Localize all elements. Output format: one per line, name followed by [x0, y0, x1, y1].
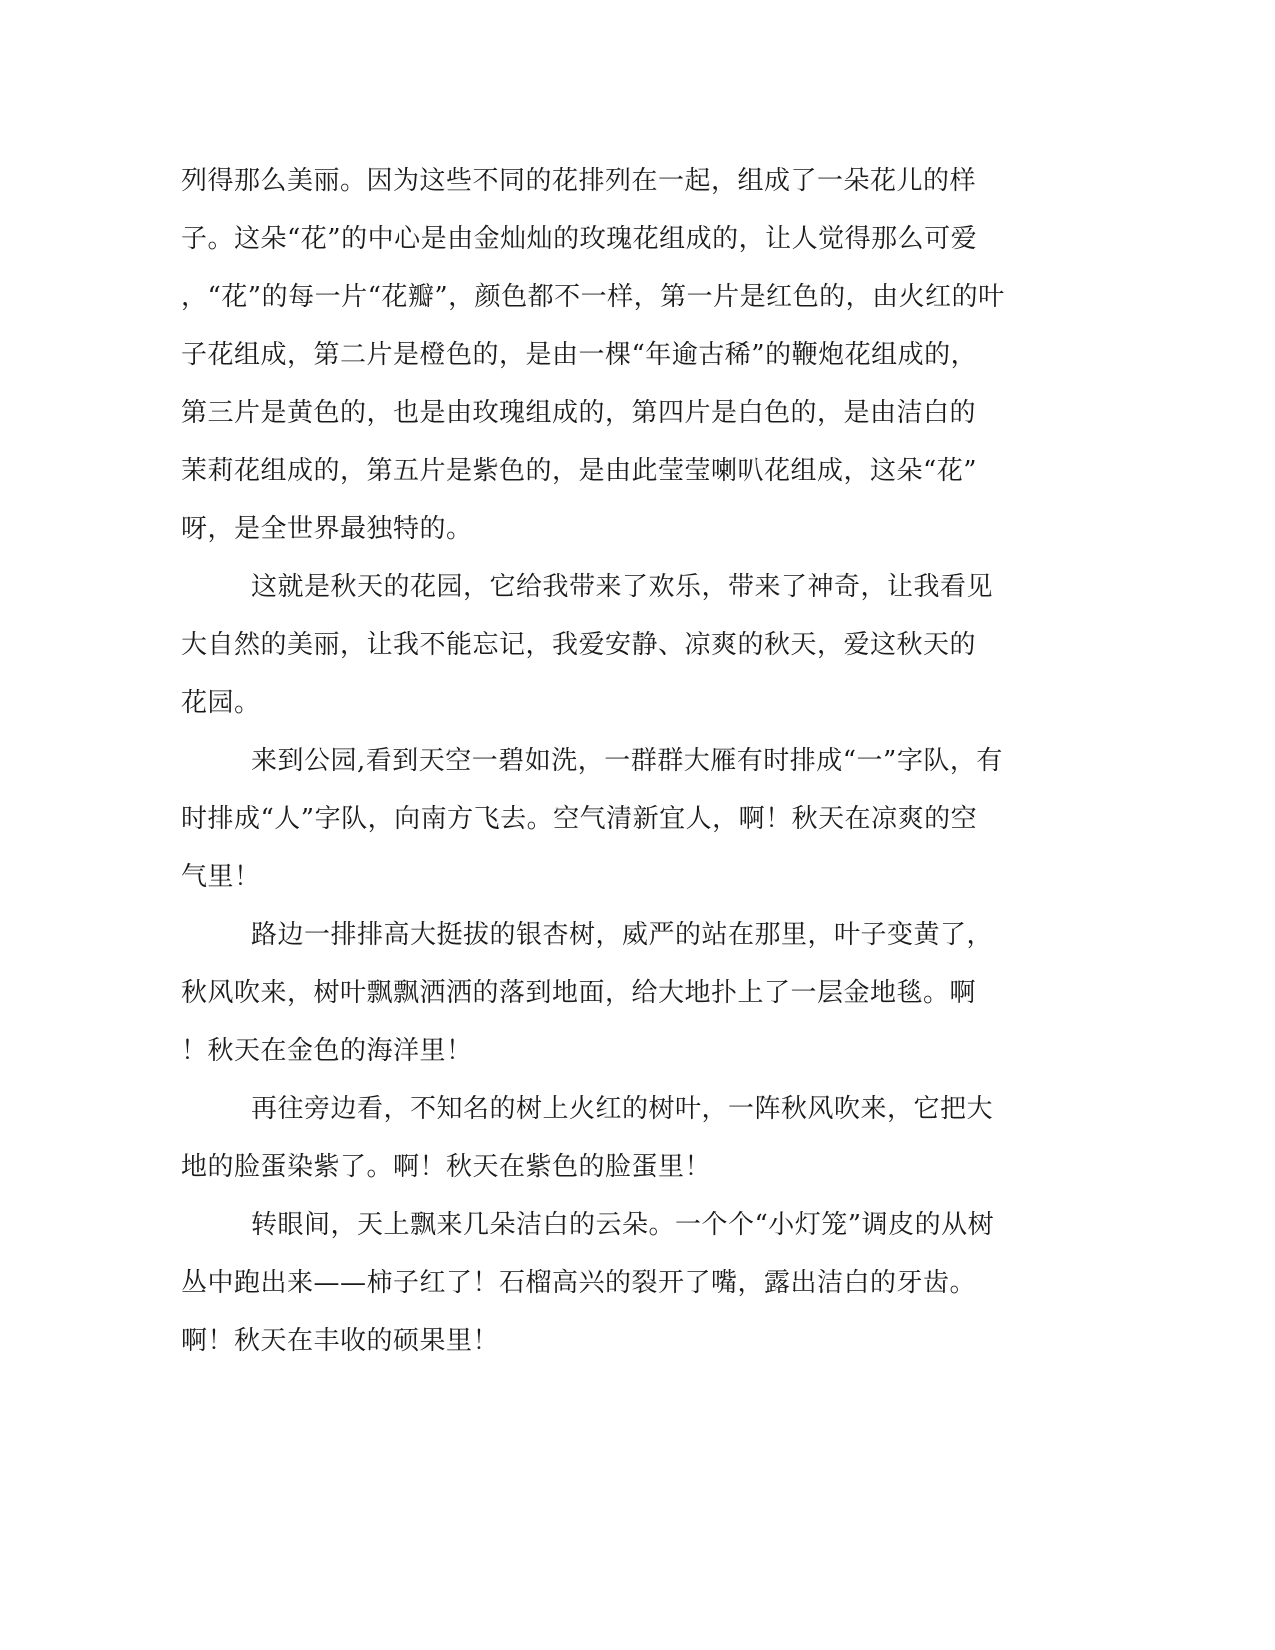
line-text: 秋风吹来，树叶飘飘洒洒的落到地面，给大地扑上了一层金地毯。啊 [181, 978, 977, 1008]
text-line [0, 451, 1275, 491]
text-line [0, 1031, 1275, 1071]
line-text: ！秋天在金色的海洋里！ [181, 1036, 473, 1066]
line-text: 路边一排排高大挺拔的银杏树，威严的站在那里，叶子变黄了， [251, 920, 994, 950]
line-text: 第三片是黄色的，也是由玫瑰组成的，第四片是白色的，是由洁白的 [181, 398, 977, 428]
text-line [0, 335, 1275, 375]
line-text: 这就是秋天的花园，它给我带来了欢乐，带来了神奇，让我看见 [251, 572, 994, 602]
line-text: 啊！秋天在丰收的硕果里！ [181, 1326, 500, 1356]
text-line [0, 973, 1275, 1013]
text-line [0, 799, 1275, 839]
line-text: 时排成“人”字队，向南方飞去。空气清新宜人，啊！秋天在凉爽的空 [181, 804, 978, 834]
line-text: 气里！ [181, 862, 261, 892]
text-line [0, 1205, 1275, 1245]
text-line [0, 277, 1275, 317]
line-text: 再往旁边看，不知名的树上火红的树叶，一阵秋风吹来，它把大 [251, 1094, 994, 1124]
text-line [0, 1089, 1275, 1129]
text-line [0, 1147, 1275, 1187]
line-text: 列得那么美丽。因为这些不同的花排列在一起，组成了一朵花儿的样 [181, 166, 977, 196]
line-text: 转眼间，天上飘来几朵洁白的云朵。一个个“小灯笼”调皮的从树 [251, 1210, 995, 1240]
text-line [0, 393, 1275, 433]
line-text: 丛中跑出来——柿子红了！石榴高兴的裂开了嘴，露出洁白的牙齿。 [181, 1268, 977, 1298]
text-line [0, 857, 1275, 897]
text-line [0, 161, 1275, 201]
text-line [0, 741, 1275, 781]
line-text: 花园。 [181, 688, 261, 718]
line-text: 地的脸蛋染紫了。啊！秋天在紫色的脸蛋里！ [181, 1152, 712, 1182]
text-line [0, 1321, 1275, 1361]
text-line [0, 625, 1275, 665]
text-line [0, 683, 1275, 723]
text-line [0, 567, 1275, 607]
line-text: 茉莉花组成的，第五片是紫色的，是由此莹莹喇叭花组成，这朵“花” [181, 456, 978, 486]
text-line [0, 509, 1275, 549]
line-text: ，“花”的每一片“花瓣”，颜色都不一样，第一片是红色的，由火红的叶 [181, 282, 1005, 312]
text-line [0, 1263, 1275, 1303]
line-text: 子花组成，第二片是橙色的，是由一棵“年逾古稀”的鞭炮花组成的， [181, 340, 978, 370]
text-line [0, 219, 1275, 259]
line-text: 来到公园,看到天空一碧如洗，一群群大雁有时排成“一”字队，有 [251, 746, 1003, 776]
text-line [0, 915, 1275, 955]
line-text: 呀，是全世界最独特的。 [181, 514, 473, 544]
line-text: 大自然的美丽，让我不能忘记，我爱安静、凉爽的秋天，爱这秋天的 [181, 630, 977, 660]
line-text: 子。这朵“花”的中心是由金灿灿的玫瑰花组成的，让人觉得那么可爱 [181, 224, 978, 254]
